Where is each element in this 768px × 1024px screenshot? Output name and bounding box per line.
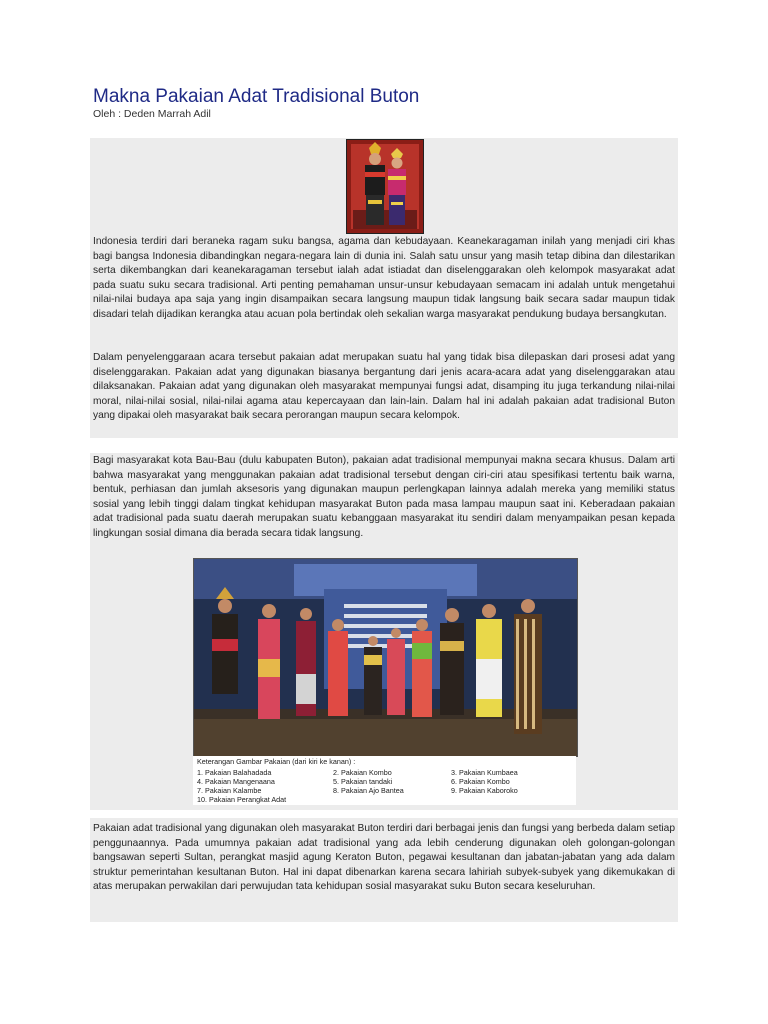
- caption-item: 6. Pakaian Kombo: [451, 777, 510, 786]
- couple-photo: [346, 139, 424, 234]
- article-author: Oleh : Deden Marrah Adil: [93, 108, 211, 120]
- paragraph-1: Indonesia terdiri dari beraneka ragam suku bangsa, agama dan kebudayaan. Keanekaragaman inilah yang menjadi ciri khas bagi bangsa Indonesia dibandingkan negara-negara lain di dunia ini. Salah satu unsur yang masih tetap dibina dan dilestarikan serta dikembangkan dari keanekaragaman tersebut ialah adat istiadat dan diselenggarakan oleh kelompok masyarakat adat pada suatu suku secara tradisional. Arti penting pemahaman unsur-unsur kebudayaan semacam ini adalah untuk mengetahui nilai-nilai budaya apa saja yang ingin disampaikan secara langsung maupun tidak langsung baik secara sadar maupun tidak disadari telah dijadikan kerangka atau acuan pola bertindak oleh sekalian warga masyarakat pendukung budaya bersangkutan.: [93, 236, 675, 320]
- article-title: Makna Pakaian Adat Tradisional Buton: [93, 86, 420, 107]
- caption-heading: Keterangan Gambar Pakaian (dari kiri ke kanan) :: [197, 757, 356, 766]
- caption-item: 3. Pakaian Kumbaea: [451, 768, 518, 777]
- paragraph-2: Dalam penyelenggaraan acara tersebut pakaian adat merupakan suatu hal yang tidak bisa dilepaskan dari prosesi adat yang diselenggarakan. Pakaian adat yang digunakan biasanya bergantung dari jenis acara-acara adat yang diselenggarakan atau dilaksanakan. Pakaian adat yang digunakan oleh masyarakat mempunyai fungsi adat, disamping itu juga terkandung nilai-nilai moral, nilai-nilai sosial, nilai-nilai agama atau kepercayaan dan lain-lain. Dalam hal ini adalah pakaian adat tradisional Buton yang dipakai oleh masyarakat baik secara perorangan maupun secara kelompok.: [93, 352, 675, 422]
- paragraph-3: Bagi masyarakat kota Bau-Bau (dulu kabupaten Buton), pakaian adat tradisional mempunyai makna secara khusus. Dalam arti bahwa masyarakat yang menggunakan pakaian adat tradisional tersebut dengan ciri-ciri atau spesifikasi tertentu baik warna, bentuk, perhiasan dan jumlah aksesoris yang digunakan maupun perlengkapan lainnya adalah mereka yang memiliki status sosial yang lebih tinggi dalam tingkat kehidupan masyarakat Buton pada masa lampau maupun saat ini. Keberadaan pakaian adat tradisional pada suatu daerah merupakan suatu kebanggaan masyarakat itu sendiri dalam menyampaikan pesan kepada lingkungan sosial dimana dia berada secara tidak langsung.: [93, 455, 675, 539]
- caption-item: 2. Pakaian Kombo: [333, 768, 392, 777]
- paragraph-4: Pakaian adat tradisional yang digunakan oleh masyarakat Buton terdiri dari berbagai jenis dan fungsi yang berbeda dalam setiap penggunaannya. Pada umumnya pakaian adat tradisional yang ada lebih cenderung digunakan oleh golongan-golongan bangsawan seperti Sultan, perangkat masjid agung Keraton Buton, pegawai kesultanan dan jabatan-jabatan yang ada dalam struktur pemerintahan kesultanan Buton. Hal ini dapat dibenarkan karena secara lahiriah subyek-subyek yang dikemukakan di atas merupakan perwakilan dari perwujudan tata kehidupan sosial masyarakat suku Buton secara keseluruhan.: [93, 823, 675, 893]
- caption-item: 9. Pakaian Kaboroko: [451, 786, 518, 795]
- caption-item: 1. Pakaian Balahadada: [197, 768, 272, 777]
- caption-item: 4. Pakaian Mangenaana: [197, 777, 275, 786]
- caption-item: 7. Pakaian Kalambe: [197, 786, 262, 795]
- caption-item: 8. Pakaian Ajo Bantea: [333, 786, 404, 795]
- photo-caption: [193, 756, 576, 805]
- caption-item: 10. Pakaian Perangkat Adat: [197, 795, 287, 804]
- caption-item: 5. Pakaian tandaki: [333, 777, 393, 786]
- traditional-costume-group-photo: [193, 558, 578, 757]
